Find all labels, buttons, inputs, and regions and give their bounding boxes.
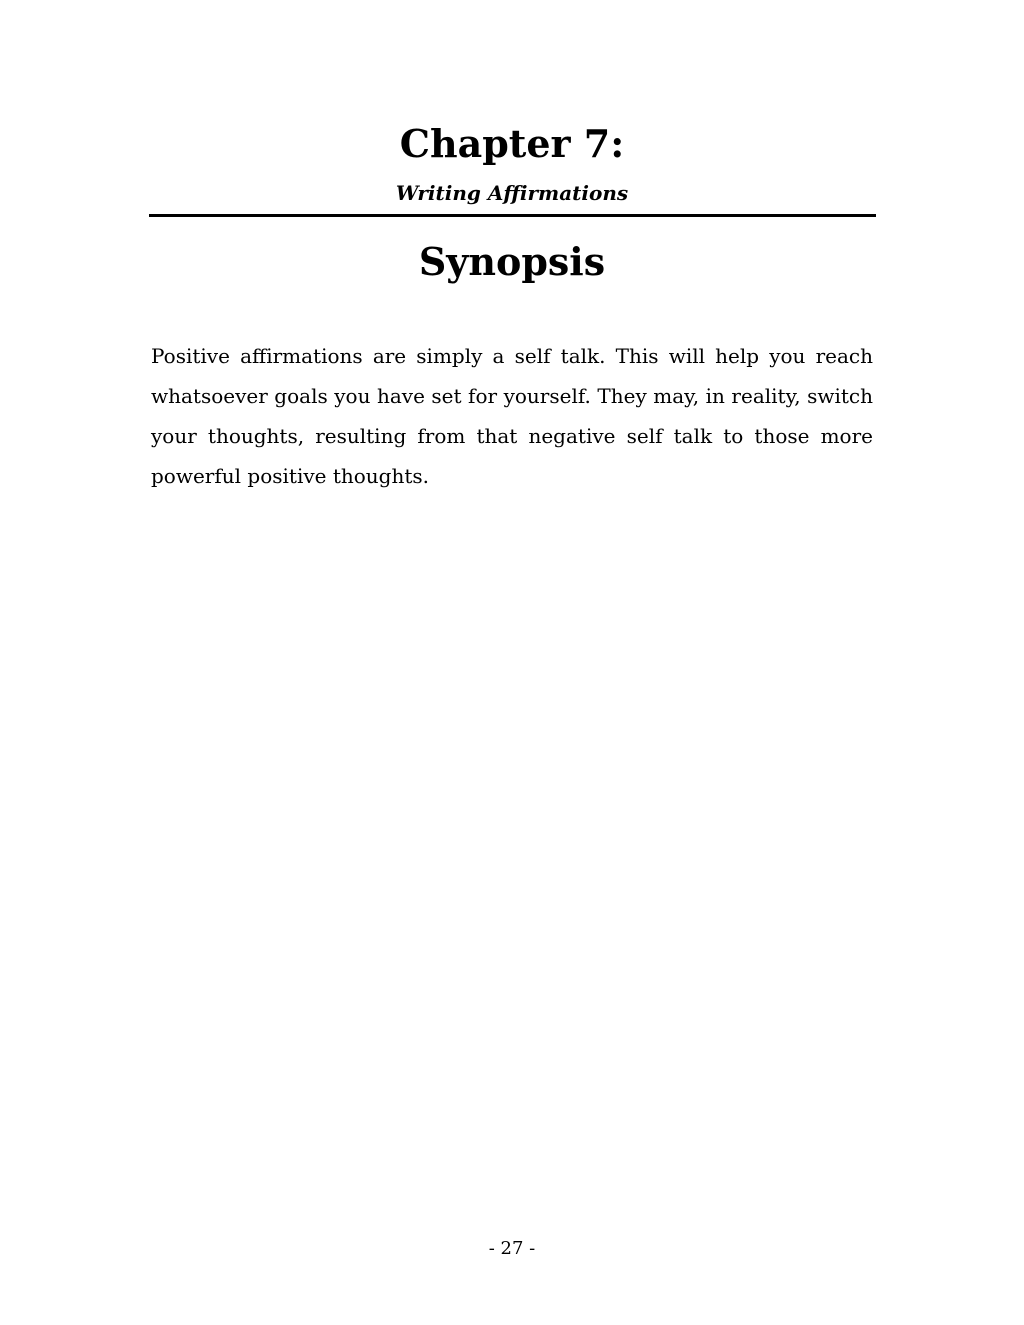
section-title: Synopsis	[418, 239, 606, 284]
body-paragraph: Positive affirmations are simply a self talk. This will help you reach whatsoever goals you have set for yourself. They may, in reality, switch your thoughts, resulting from that negative self talk to those more powerful positive thoughts.	[151, 344, 873, 488]
page-number: - 27 -	[488, 1238, 536, 1259]
chapter-title: Chapter 7:	[399, 121, 625, 166]
chapter-subtitle: Writing Affirmations	[395, 181, 629, 205]
horizontal-divider	[149, 214, 876, 217]
